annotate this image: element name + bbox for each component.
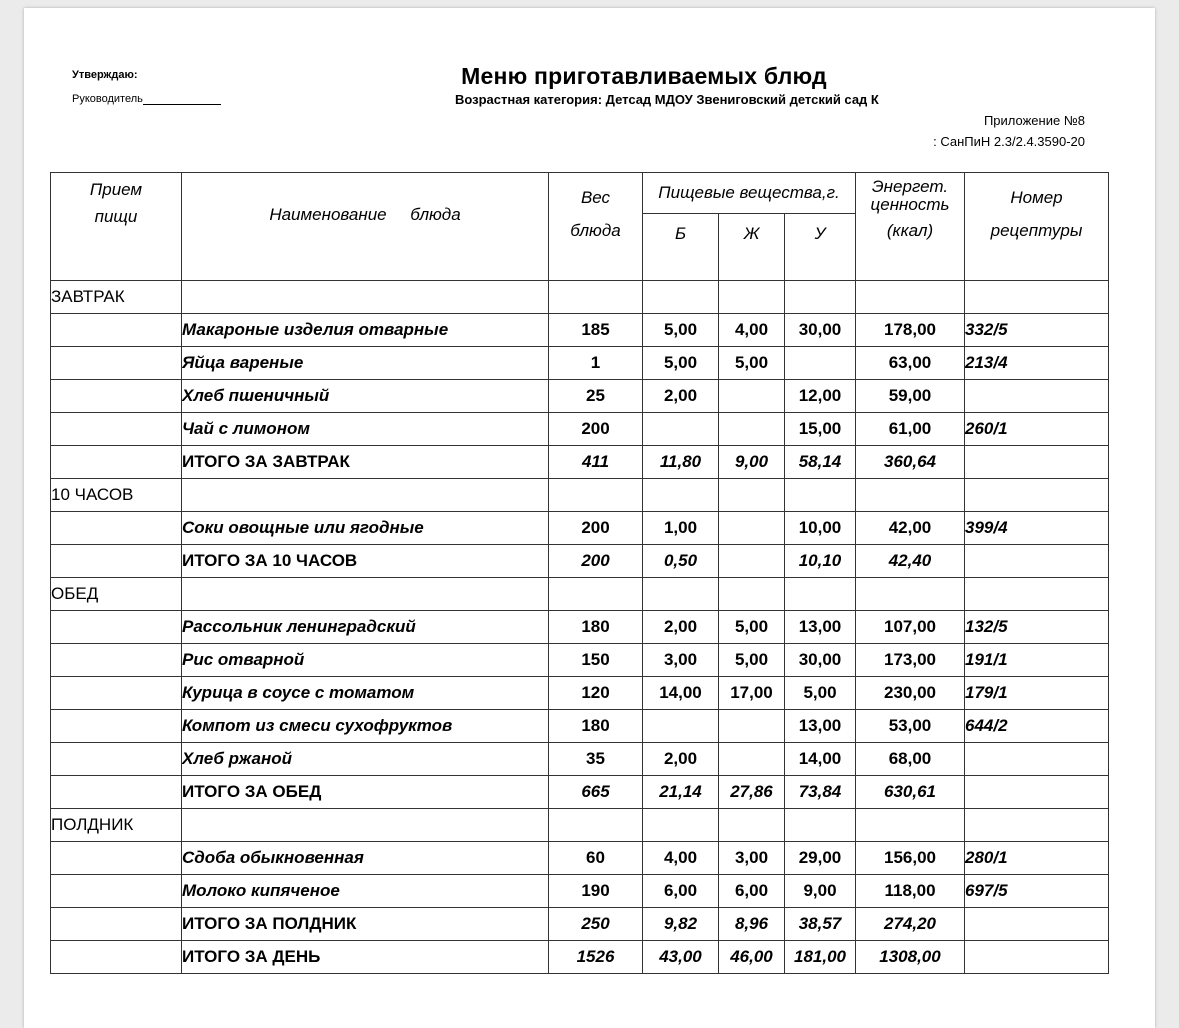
b-cell	[643, 710, 719, 743]
zh-cell	[719, 743, 785, 776]
col-recipe-header	[965, 173, 1109, 281]
section-row	[51, 809, 1109, 842]
zh-cell: 6,00	[719, 875, 785, 908]
zh-cell: 8,96	[719, 908, 785, 941]
col-meal-header	[51, 173, 182, 281]
col-weight-line1: Вес	[580, 188, 611, 207]
recipe-cell: 697/5	[965, 875, 1109, 908]
b-cell: 3,00	[643, 644, 719, 677]
recipe-cell	[965, 809, 1109, 842]
weight-cell: 180	[549, 611, 643, 644]
b-cell	[643, 809, 719, 842]
zh-cell: 9,00	[719, 446, 785, 479]
section-row	[51, 479, 1109, 512]
weight-cell: 180	[549, 710, 643, 743]
meal-cell	[51, 743, 182, 776]
u-cell: 58,14	[785, 446, 856, 479]
u-cell: 13,00	[785, 710, 856, 743]
dish-name-cell: Компот из смеси сухофруктов	[182, 710, 549, 743]
zh-cell	[719, 281, 785, 314]
recipe-cell: 644/2	[965, 710, 1109, 743]
b-cell: 0,50	[643, 545, 719, 578]
meal-cell	[51, 611, 182, 644]
recipe-cell	[965, 281, 1109, 314]
weight-cell: 250	[549, 908, 643, 941]
recipe-cell: 260/1	[965, 413, 1109, 446]
signature-line	[143, 94, 221, 105]
u-cell: 29,00	[785, 842, 856, 875]
recipe-cell: 191/1	[965, 644, 1109, 677]
zh-cell	[719, 809, 785, 842]
dish-name-cell: Хлеб пшеничный	[182, 380, 549, 413]
zh-cell: 4,00	[719, 314, 785, 347]
recipe-cell: 280/1	[965, 842, 1109, 875]
zh-cell: 3,00	[719, 842, 785, 875]
approve-role-label: Руководитель	[72, 93, 143, 105]
table-row	[51, 611, 1109, 644]
col-zh-header: Ж	[719, 214, 785, 281]
zh-cell: 5,00	[719, 347, 785, 380]
dish-name-cell: Курица в соусе с томатом	[182, 677, 549, 710]
meal-cell	[51, 677, 182, 710]
kcal-cell	[856, 281, 965, 314]
zh-cell	[719, 479, 785, 512]
col-weight-header	[549, 173, 643, 281]
table-row	[51, 413, 1109, 446]
col-recipe-line1: Номер	[1010, 188, 1063, 207]
table-row	[51, 314, 1109, 347]
dish-name-cell: Макароные изделия отварные	[182, 314, 549, 347]
meal-cell: ОБЕД	[51, 578, 182, 611]
meal-cell	[51, 545, 182, 578]
dish-name-cell: Соки овощные или ягодные	[182, 512, 549, 545]
b-cell	[643, 578, 719, 611]
sanpin-label: : СанПиН 2.3/2.4.3590-20	[933, 134, 1085, 149]
total-name-cell: ИТОГО ЗА ДЕНЬ	[182, 941, 549, 974]
table-row	[51, 743, 1109, 776]
section-row	[51, 578, 1109, 611]
b-cell: 43,00	[643, 941, 719, 974]
table-header	[51, 173, 1109, 281]
total-row	[51, 908, 1109, 941]
col-weight-line2: блюда	[570, 221, 621, 240]
recipe-cell	[965, 479, 1109, 512]
weight-cell: 25	[549, 380, 643, 413]
dish-name-cell: Яйца вареные	[182, 347, 549, 380]
kcal-cell: 42,00	[856, 512, 965, 545]
u-cell: 30,00	[785, 314, 856, 347]
zh-cell	[719, 413, 785, 446]
kcal-cell: 156,00	[856, 842, 965, 875]
col-b-header: Б	[643, 214, 719, 281]
dish-name-cell: Молоко кипяченое	[182, 875, 549, 908]
recipe-cell: 213/4	[965, 347, 1109, 380]
table-row	[51, 347, 1109, 380]
col-name-header: Наименование блюда	[182, 173, 549, 281]
kcal-cell: 360,64	[856, 446, 965, 479]
weight-cell	[549, 809, 643, 842]
name-cell	[182, 809, 549, 842]
col-u-header: У	[785, 214, 856, 281]
weight-cell: 1	[549, 347, 643, 380]
total-name-cell: ИТОГО ЗА ПОЛДНИК	[182, 908, 549, 941]
weight-cell: 200	[549, 512, 643, 545]
zh-cell	[719, 545, 785, 578]
kcal-cell: 68,00	[856, 743, 965, 776]
u-cell: 10,10	[785, 545, 856, 578]
b-cell: 9,82	[643, 908, 719, 941]
weight-cell: 120	[549, 677, 643, 710]
u-cell: 15,00	[785, 413, 856, 446]
table-row	[51, 875, 1109, 908]
u-cell: 13,00	[785, 611, 856, 644]
approve-role	[72, 93, 221, 105]
zh-cell: 27,86	[719, 776, 785, 809]
dish-name-cell: Хлеб ржаной	[182, 743, 549, 776]
u-cell: 10,00	[785, 512, 856, 545]
kcal-cell: 230,00	[856, 677, 965, 710]
kcal-cell: 178,00	[856, 314, 965, 347]
col-energy-header	[856, 173, 965, 281]
dish-name-cell: Сдоба обыкновенная	[182, 842, 549, 875]
menu-table	[50, 172, 1109, 974]
kcal-cell: 59,00	[856, 380, 965, 413]
b-cell: 2,00	[643, 743, 719, 776]
weight-cell: 200	[549, 545, 643, 578]
zh-cell: 46,00	[719, 941, 785, 974]
u-cell: 181,00	[785, 941, 856, 974]
meal-cell	[51, 413, 182, 446]
zh-cell: 17,00	[719, 677, 785, 710]
total-name-cell: ИТОГО ЗА ЗАВТРАК	[182, 446, 549, 479]
u-cell	[785, 578, 856, 611]
weight-cell: 190	[549, 875, 643, 908]
table-row	[51, 512, 1109, 545]
recipe-cell	[965, 380, 1109, 413]
b-cell: 4,00	[643, 842, 719, 875]
meal-cell	[51, 314, 182, 347]
u-cell	[785, 347, 856, 380]
name-cell	[182, 281, 549, 314]
weight-cell: 150	[549, 644, 643, 677]
zh-cell	[719, 578, 785, 611]
kcal-cell: 107,00	[856, 611, 965, 644]
u-cell: 9,00	[785, 875, 856, 908]
document-page	[24, 8, 1155, 1028]
dish-name-cell: Рассольник ленинградский	[182, 611, 549, 644]
recipe-cell: 332/5	[965, 314, 1109, 347]
meal-cell: 10 ЧАСОВ	[51, 479, 182, 512]
b-cell	[643, 281, 719, 314]
recipe-cell	[965, 578, 1109, 611]
meal-cell	[51, 710, 182, 743]
b-cell	[643, 413, 719, 446]
meal-cell	[51, 908, 182, 941]
kcal-cell: 118,00	[856, 875, 965, 908]
approve-label: Утверждаю:	[72, 69, 138, 81]
col-meal-line1: Прием	[89, 180, 143, 199]
kcal-cell	[856, 809, 965, 842]
col-nutrients-header: Пищевые вещества,г.	[643, 173, 856, 214]
zh-cell	[719, 512, 785, 545]
section-row	[51, 281, 1109, 314]
b-cell: 2,00	[643, 611, 719, 644]
table-body	[51, 281, 1109, 974]
meal-cell	[51, 347, 182, 380]
col-energy-line1: Энергет.	[871, 177, 949, 196]
recipe-cell	[965, 446, 1109, 479]
weight-cell	[549, 479, 643, 512]
col-recipe-line2: рецептуры	[990, 221, 1083, 240]
table-row	[51, 710, 1109, 743]
meal-cell: ЗАВТРАК	[51, 281, 182, 314]
total-row	[51, 446, 1109, 479]
dish-name-cell: Чай с лимоном	[182, 413, 549, 446]
table-row	[51, 842, 1109, 875]
name-cell	[182, 578, 549, 611]
b-cell: 2,00	[643, 380, 719, 413]
b-cell	[643, 479, 719, 512]
meal-cell	[51, 776, 182, 809]
weight-cell	[549, 578, 643, 611]
weight-cell: 1526	[549, 941, 643, 974]
kcal-cell: 63,00	[856, 347, 965, 380]
u-cell	[785, 281, 856, 314]
col-meal-line2: пищи	[94, 207, 138, 226]
table-row	[51, 644, 1109, 677]
kcal-cell	[856, 578, 965, 611]
weight-cell: 411	[549, 446, 643, 479]
kcal-cell: 53,00	[856, 710, 965, 743]
recipe-cell: 179/1	[965, 677, 1109, 710]
u-cell: 5,00	[785, 677, 856, 710]
b-cell: 5,00	[643, 347, 719, 380]
weight-cell: 60	[549, 842, 643, 875]
b-cell: 21,14	[643, 776, 719, 809]
weight-cell: 665	[549, 776, 643, 809]
total-name-cell: ИТОГО ЗА 10 ЧАСОВ	[182, 545, 549, 578]
meal-cell	[51, 941, 182, 974]
col-energy-line3: (ккал)	[886, 221, 934, 240]
u-cell: 30,00	[785, 644, 856, 677]
b-cell: 1,00	[643, 512, 719, 545]
page-title-text: Меню приготавливаемых блюд	[461, 63, 827, 89]
zh-cell: 5,00	[719, 644, 785, 677]
recipe-cell	[965, 776, 1109, 809]
recipe-cell	[965, 743, 1109, 776]
u-cell: 14,00	[785, 743, 856, 776]
recipe-cell	[965, 941, 1109, 974]
kcal-cell: 61,00	[856, 413, 965, 446]
weight-cell: 200	[549, 413, 643, 446]
weight-cell	[549, 281, 643, 314]
u-cell	[785, 809, 856, 842]
b-cell: 11,80	[643, 446, 719, 479]
appendix-label: Приложение №8	[983, 113, 1085, 128]
page-title	[24, 63, 1155, 90]
b-cell: 14,00	[643, 677, 719, 710]
col-energy-line2: ценность	[870, 195, 950, 214]
meal-cell	[51, 644, 182, 677]
table-row	[51, 380, 1109, 413]
name-cell	[182, 479, 549, 512]
recipe-cell: 132/5	[965, 611, 1109, 644]
zh-cell	[719, 380, 785, 413]
u-cell: 12,00	[785, 380, 856, 413]
kcal-cell: 1308,00	[856, 941, 965, 974]
b-cell: 5,00	[643, 314, 719, 347]
total-name-cell: ИТОГО ЗА ОБЕД	[182, 776, 549, 809]
recipe-cell	[965, 908, 1109, 941]
weight-cell: 185	[549, 314, 643, 347]
meal-cell	[51, 380, 182, 413]
weight-cell: 35	[549, 743, 643, 776]
kcal-cell	[856, 479, 965, 512]
meal-cell: ПОЛДНИК	[51, 809, 182, 842]
meal-cell	[51, 842, 182, 875]
u-cell	[785, 479, 856, 512]
kcal-cell: 173,00	[856, 644, 965, 677]
total-row	[51, 941, 1109, 974]
recipe-cell: 399/4	[965, 512, 1109, 545]
recipe-cell	[965, 545, 1109, 578]
meal-cell	[51, 512, 182, 545]
u-cell: 73,84	[785, 776, 856, 809]
zh-cell	[719, 710, 785, 743]
kcal-cell: 42,40	[856, 545, 965, 578]
dish-name-cell: Рис отварной	[182, 644, 549, 677]
meal-cell	[51, 875, 182, 908]
u-cell: 38,57	[785, 908, 856, 941]
total-row	[51, 776, 1109, 809]
zh-cell: 5,00	[719, 611, 785, 644]
b-cell: 6,00	[643, 875, 719, 908]
total-row	[51, 545, 1109, 578]
table-row	[51, 677, 1109, 710]
page-subtitle: Возрастная категория: Детсад МДОУ Звениговский детский сад К	[455, 92, 879, 107]
kcal-cell: 630,61	[856, 776, 965, 809]
meal-cell	[51, 446, 182, 479]
kcal-cell: 274,20	[856, 908, 965, 941]
